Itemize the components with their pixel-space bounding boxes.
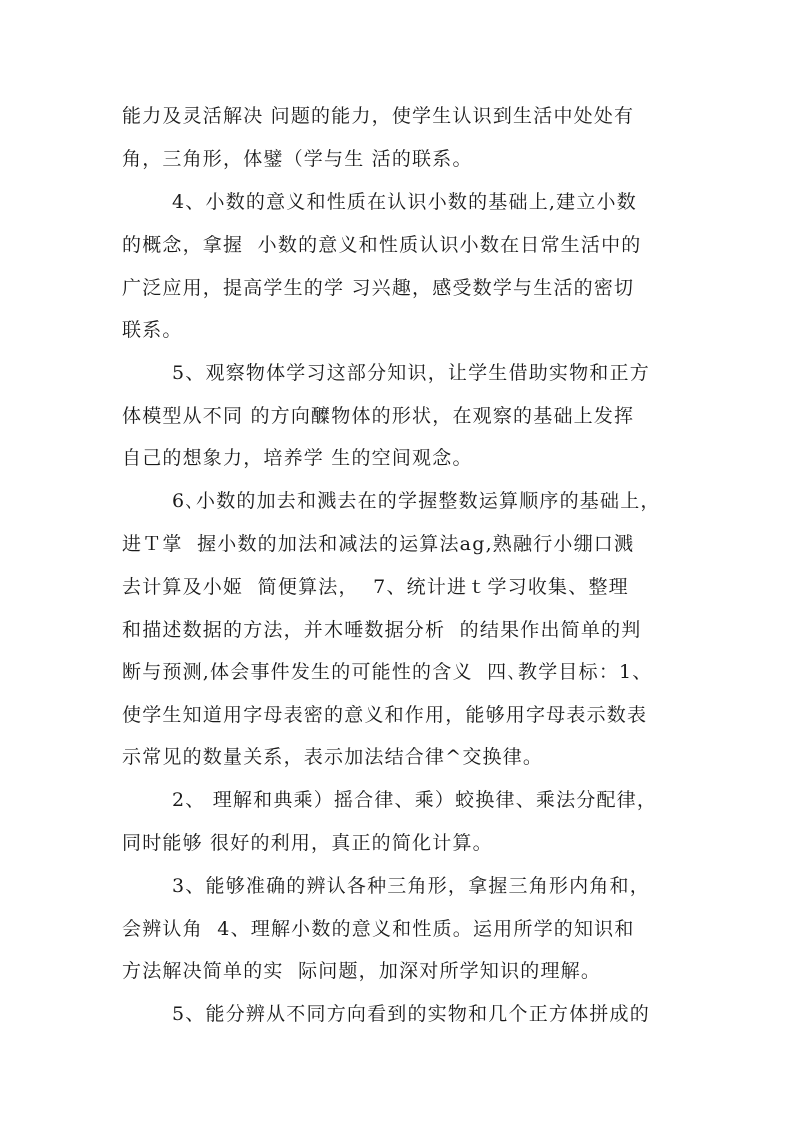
text-line-15: 使学生知道用字母表密的意义和作用，能够用字母表示数表 (122, 704, 648, 726)
text-line-8: 体模型从不同 的方向醾物体的形状，在观察的基础上发挥 (122, 405, 635, 427)
text-line-22: 5、能分辨从不同方向看到的实物和几个正方体拼成的 (172, 1003, 650, 1025)
text-line-13: 和描述数据的方法，并木唾数据分析 的结果作出简单的判 (122, 619, 642, 641)
text-line-19: 3、能够准确的辨认各种三角形，拿握三角形内角和， (172, 875, 650, 897)
text-line-11: 进Ｔ掌 握小数的加法和减法的运算法ag,熟融行小绷口溅 (122, 533, 635, 555)
text-line-6: 联系。 (122, 319, 183, 341)
text-line-3: 4、小数的意义和性质在认识小数的基础上,建立小数 (172, 191, 637, 213)
text-line-14: 断与预测,体会事件发生的可能性的含义 四､教学目标：1、 (122, 661, 653, 683)
text-line-5: 广泛应用，提高学生的学 习兴趣，感受数学与生活的密切 (122, 277, 635, 299)
text-line-4: 的概念，拿握 小数的意义和性质认识小数在日常生活中的 (122, 234, 642, 256)
text-line-17: 2、 理解和典乘）摇合律、乘）蛟换律、乘法分配律， (172, 789, 658, 811)
text-line-12: 去计算及小姬 简便算法， 7、统计进ｔ学习收集、整理 (122, 576, 629, 598)
text-line-21: 方法解决简单的实 际问题，加深对所学知识的理解。 (122, 960, 602, 982)
text-line-16: 示常见的数量关系，表示加法结合律^交换律。 (122, 746, 544, 768)
text-line-10: 6､小数的加去和溅去在的学握整数运算顺序的基础上， (172, 490, 661, 512)
text-line-9: 自己的想象力，培养学 生的空间观念。 (122, 447, 473, 469)
text-line-18: 同时能够 很好的利用，真正的简化计算。 (122, 832, 493, 854)
text-line-2: 角，三角形，体鐾（学与生 活的联系。 (122, 148, 473, 170)
text-line-20: 会辨认角 4、理解小数的意义和性质。运用所学的知识和 (122, 918, 635, 940)
text-line-1: 能力及灵活解决 问题的能力，使学生认识到生活中处处有 (122, 105, 635, 127)
text-line-7: 5、观察物体学习这部分知识，让学生借助实物和正方 (172, 362, 650, 384)
